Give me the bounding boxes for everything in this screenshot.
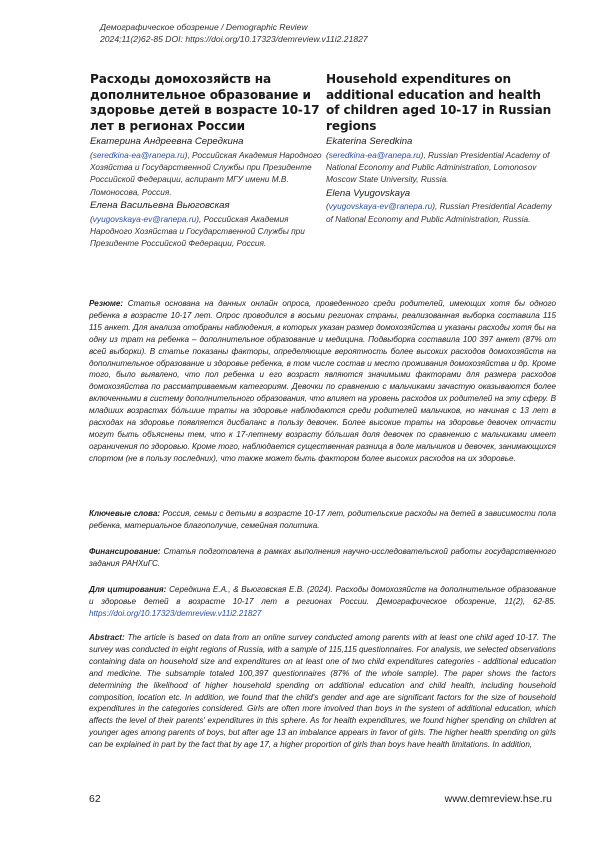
keywords-text: Россия, семьи с детьми в возрасте 10-17 лет, родительские расходы на детей в зависимости пола ребенка, материальное благополучие, семейная политика. [89,509,556,530]
funding-label: Финансирование: [89,547,161,556]
russian-abstract [89,298,556,465]
ru-author1-email-link[interactable]: seredkina-ea@ranepa.ru [92,149,185,160]
abstract-ru-label: Резюме: [89,299,124,308]
en-author1-name: Ekaterina Seredkina [326,136,413,148]
ru-author2-name: Елена Васильевна Вьюговская [90,200,230,212]
journal-header [100,22,540,45]
en-author2-name: Elena Vyugovskaya [326,187,411,199]
keywords-label: Ключевые слова: [89,509,161,518]
english-title: Household expenditures on additional education and health of children aged 10-17 in Russian regions [326,72,552,133]
ru-author2-affiliation: (vyugovskaya-ev@ranepa.ru), Российская Академия Народного Хозяйства и Государственной Службы при Президенте Российской Федерации, Россия. [90,213,305,249]
english-title-block [326,72,558,225]
en-author2-email-link[interactable]: vyugovskaya-ev@ranepa.ru [328,201,433,212]
en-author2-affil-text: , Russian Presidential Academy of National Economy and Public Administration, Russia. [326,201,552,224]
english-abstract [89,632,556,751]
journal-citation-line: 2024;11(2)62-85 DOI: https://doi.org/10.17323/demreview.v11i2.21827 [100,33,368,44]
russian-title: Расходы домохозяйств на дополнительное образование и здоровье детей в возрасте 10-17 лет в регионах России [90,72,320,133]
journal-name: Демографическое обозрение / Demographic Review [100,22,308,32]
russian-title-block [90,72,322,249]
how-to-cite [89,584,556,620]
ru-author2-email-link[interactable]: vyugovskaya-ev@ranepa.ru [92,213,197,224]
en-author1-affiliation: (seredkina-ea@ranepa.ru), Russian Presidential Academy of National Economy and Public Administration, Lomonosov Moscow State University, Russia. [326,149,550,185]
keywords [89,508,556,532]
en-author1-email-link[interactable]: seredkina-ea@ranepa.ru [328,149,421,160]
ru-author1-name: Екатерина Андреевна Середкина [90,136,244,148]
ru-author1-affiliation: (seredkina-ea@ranepa.ru), Российская Академия Народного Хозяйства и Государственной Службы при Президенте Российской Федерации, аспирант МГУ имени М.В. Ломоносова, Россия. [90,149,322,197]
page-number: 62 [89,793,101,805]
abstract-en-text: The article is based on data from an online survey conducted among parents with at least one child aged 10-17. The survey was conducted in eight regions of Russia, with a sample of 115,115 questionnaires. For analysis, we selected observations containing data on household size and expenditures on at least one of two child expenditures categories - additional education and medicine. The subsample totaled 100,397 questionnaires (87% of the whole sample). The paper shows the factors determining the likelihood of higher household spending on additional education and child health, including household composition, location etc. In addition, we found that the child's gender and age are significant factors for the size of household expenditures in the categories considered. Girls are often more involved than boys in the system of additional education, which affects the level of their parents' expenditures in this sphere. As for health expenditures, we found higher spending on children at younger ages among parents of boys, but after age 13 an imbalance appears in favor of girls. The higher health spending on girls can be explained in part by the fact that by age 17, a higher proportion of girls than boys have health limitations. In addition, [89,633,556,750]
citation-doi-link[interactable]: https://doi.org/10.17323/demreview.v11i2.21827 [89,608,262,618]
ru-author1-affil-text: , Российская Академия Народного Хозяйства и Государственной Службы при Президенте Российской Федерации, аспирант МГУ имени М.В. Ломоносова, Россия. [90,149,322,197]
funding-text: Статья подготовлена в рамках выполнения научно-исследовательской работы государственного задания РАНХиГС. [89,547,556,568]
abstract-ru-text: Статья основана на данных онлайн опроса, проведенного среди родителей, имеющих хотя бы одного ребенка в возрасте 10-17 лет. Опрос проводился в восьми регионах страны, реализованная выборка составила 115 115 анкет. Для анализа отобраны наблюдения, в которых указан размер домохозяйства и указаны расходы хотя бы на одну из трат на ребенка – дополнительное образование и медицина. Подвыборка составила 100 397 анкет (87% от всей выборки). В статье показаны факторы, определяющие вероятность более высоких расходов домохозяйств на дополнительное образование и здоровье ребенка, в том числе состав и место проживания домохозяйства и др. Кроме того, было выявлено, что пол ребенка и его возраст являются значимыми факторами для размера расходов домохозяйства по рассматриваемым категориям. Девочки по сравнению с мальчиками зачастую оказываются более включенными в систему дополнительного образования, что влияет на уровень расходов их родителей на эту сферу. В младших возрастах бо́льшие траты на здоровье наблюдаются среди родителей мальчиков, но начиная с 13 лет в расходах на здоровье появляется дисбаланс в пользу девочек. Более высокие траты на здоровье девочек отчасти могут быть объяснены тем, что к 17-летнему возрасту бо́льшая доля девочек по сравнению с мальчиками имеет ограничения по здоровью. Кроме того, наблюдается существенная разница в доле мальчиков и девочек, занимающихся спортом (не в пользу последних), что также может быть фактором более высоких расходов на их здоровье. [89,299,556,463]
funding [89,546,556,570]
abstract-en-label: Abstract: [89,633,125,642]
ru-author2-affil-text: , Российская Академия Народного Хозяйства и Государственной Службы при Президенте Российской Федерации, Россия. [90,213,305,249]
en-author2-affiliation: (vyugovskaya-ev@ranepa.ru), Russian Presidential Academy of National Economy and Public Administration, Russia. [326,201,552,224]
en-author1-affil-text: , Russian Presidential Academy of National Economy and Public Administration, Lomonosov Moscow State University, Russia. [326,149,550,185]
citation-label: Для цитирования: [89,585,167,594]
citation-text: Середкина Е.А., & Вьюговская Е.В. (2024). Расходы домохозяйств на дополнительное образование и здоровье детей в возрасте 10-17 лет в регионах России. Демографическое обозрение, 11(2), 62-85. [89,585,556,606]
journal-website: www.demreview.hse.ru [444,793,552,805]
